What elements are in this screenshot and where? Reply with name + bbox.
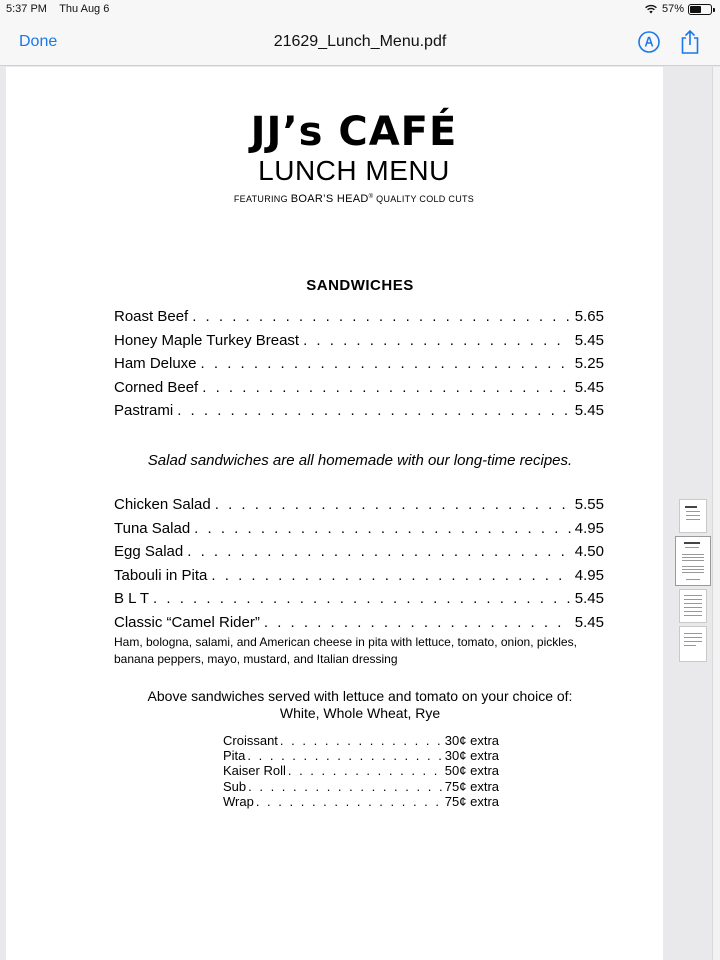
item-name: Tuna Salad	[114, 519, 191, 537]
dot-leader	[248, 779, 443, 794]
item-price: 5.45	[574, 590, 604, 607]
featuring-brand: BOAR’S HEAD	[290, 193, 369, 205]
sandwich-list	[114, 308, 604, 426]
dot-leader	[215, 496, 571, 513]
item-price: 4.50	[574, 543, 604, 560]
page-thumbnail-1[interactable]	[679, 499, 707, 533]
item-name: Pastrami	[114, 402, 174, 419]
menu-item	[114, 308, 604, 332]
page-thumbnails	[676, 499, 712, 665]
item-name: Chicken Salad	[114, 496, 211, 513]
menu-title: LUNCH MENU	[258, 155, 450, 186]
item-name: Corned Beef	[114, 378, 199, 396]
battery-icon	[688, 4, 712, 15]
status-right	[644, 3, 712, 15]
item-name: Tabouli in Pita	[114, 566, 208, 584]
pdf-viewer[interactable]	[0, 67, 720, 960]
menu-item	[114, 567, 604, 591]
menu-item	[114, 520, 604, 544]
bread-item	[223, 779, 499, 794]
item-price: 5.65	[574, 308, 604, 325]
item-price: 5.45	[574, 613, 604, 631]
dot-leader	[201, 355, 571, 372]
dot-leader	[202, 379, 571, 396]
dot-leader	[187, 543, 571, 560]
item-price: 5.45	[574, 378, 604, 396]
item-price: 75¢ extra	[444, 778, 499, 794]
item-price: 30¢ extra	[444, 748, 499, 764]
menu-item	[114, 590, 604, 614]
menu-item	[114, 402, 604, 426]
salad-note: Salad sandwiches are all homemade with our long-time recipes.	[147, 452, 573, 469]
dot-leader	[211, 567, 570, 584]
featuring-post: QUALITY COLD CUTS	[376, 194, 475, 204]
dot-leader	[303, 332, 571, 349]
item-price: 4.95	[574, 519, 604, 537]
camel-rider-description: Ham, bologna, salami, and American cheese in pita with lettuce, tomato, onion, pickles, banana peppers, mayo, mustard, and Italian dressing	[114, 635, 577, 666]
item-name: Roast Beef	[114, 308, 189, 325]
scroll-edge	[712, 67, 720, 960]
dot-leader	[153, 590, 571, 607]
nav-bar	[0, 20, 720, 66]
item-price: 5.25	[574, 355, 604, 372]
dot-leader	[280, 733, 443, 748]
dot-leader	[264, 614, 571, 631]
item-price: 75¢ extra	[444, 793, 499, 809]
registered-mark: ®	[368, 194, 374, 200]
bread-item	[223, 763, 499, 778]
bread-list	[223, 733, 499, 809]
dot-leader	[194, 520, 571, 537]
share-icon[interactable]	[679, 29, 701, 55]
featuring-pre: FEATURING	[233, 194, 288, 204]
featuring-line	[0, 193, 708, 205]
document-title: 21629_Lunch_Menu.pdf	[273, 33, 447, 50]
dot-leader	[177, 402, 571, 419]
battery-percent: 57%	[661, 3, 684, 15]
section-title-sandwiches: SANDWICHES	[306, 277, 414, 294]
served-line-1: Above sandwiches served with lettuce and tomato on your choice of:	[147, 688, 573, 704]
dot-leader	[247, 748, 442, 763]
status-date: Thu Aug 6	[59, 3, 110, 15]
wifi-icon	[644, 4, 658, 14]
status-bar	[0, 0, 720, 20]
markup-pen-icon[interactable]	[638, 31, 660, 53]
menu-item	[114, 379, 604, 403]
served-line-2: White, Whole Wheat, Rye	[279, 705, 441, 721]
bread-item	[223, 733, 499, 748]
item-name: Croissant	[223, 733, 278, 748]
page-thumbnail-4[interactable]	[679, 626, 707, 662]
item-name: Kaiser Roll	[223, 763, 286, 779]
item-price: 5.45	[574, 331, 604, 349]
salad-list	[114, 496, 604, 637]
dot-leader	[288, 763, 443, 778]
item-name: Ham Deluxe	[114, 355, 197, 372]
item-name: Sub	[223, 778, 247, 794]
item-name: Honey Maple Turkey Breast	[114, 331, 300, 349]
item-price: 30¢ extra	[444, 733, 499, 748]
done-button[interactable]: Done	[19, 33, 58, 50]
item-name: Egg Salad	[114, 543, 184, 560]
item-name: Pita	[223, 748, 246, 764]
status-time: 5:37 PM Thu Aug 6	[6, 3, 110, 15]
bread-item	[223, 794, 499, 809]
menu-item	[114, 543, 604, 567]
menu-item	[114, 496, 604, 520]
item-name: B L T	[114, 590, 150, 607]
item-price: 4.95	[574, 566, 604, 584]
page-thumbnail-2[interactable]	[675, 536, 711, 586]
served-note	[0, 688, 720, 722]
item-price: 5.45	[574, 402, 604, 419]
item-name: Wrap	[223, 793, 254, 809]
dot-leader	[256, 794, 443, 809]
menu-item	[114, 355, 604, 379]
bread-item	[223, 748, 499, 763]
item-price: 5.55	[574, 496, 604, 513]
item-price: 50¢ extra	[444, 763, 499, 779]
page-thumbnail-3[interactable]	[679, 589, 707, 623]
dot-leader	[192, 308, 571, 325]
cafe-name: JJ’s CAFÉ	[250, 109, 458, 155]
menu-item	[114, 332, 604, 356]
item-name: Classic “Camel Rider”	[114, 613, 260, 631]
